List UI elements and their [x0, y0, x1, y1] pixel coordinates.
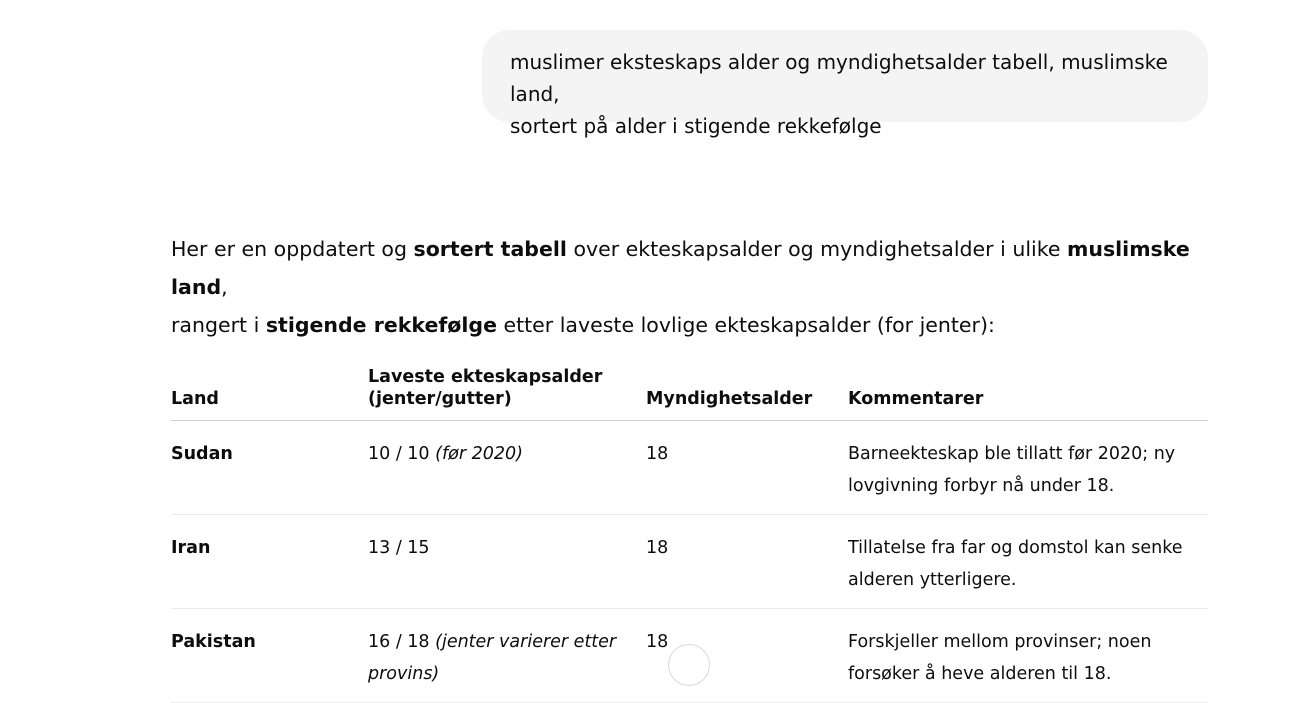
- cell-marriage-age: [368, 421, 646, 515]
- cell-majority-age: 18: [646, 609, 848, 703]
- header-marriage-age-line-1: Laveste ekteskapsalder: [368, 367, 603, 387]
- table-row: [171, 515, 1208, 609]
- cell-majority-age: 18: [646, 421, 848, 515]
- table-row: [171, 421, 1208, 515]
- intro-bold-muslim-countries: muslimske land: [171, 237, 1190, 299]
- cell-comment: Forskjeller mellom provinser; noen forsøker å heve alderen til 18.: [848, 609, 1208, 703]
- cell-land: Sudan: [171, 421, 368, 515]
- user-message-bubble: [482, 30, 1208, 138]
- cell-land: Iran: [171, 515, 368, 609]
- assistant-intro-text: [171, 230, 1208, 344]
- header-comments: Kommentarer: [848, 366, 1208, 421]
- intro-bold-sorted-table: sortert tabell: [413, 237, 567, 261]
- cell-age-note: (jenter varierer etter provins): [368, 632, 617, 684]
- table-header-row: [171, 366, 1208, 421]
- cell-majority-age: 18: [646, 515, 848, 609]
- cell-age-value: 10 / 10: [368, 444, 436, 464]
- intro-bold-ascending-order: stigende rekkefølge: [265, 313, 497, 337]
- header-marriage-age-line-2: (jenter/gutter): [368, 389, 512, 409]
- cell-age-note: (før 2020): [435, 444, 523, 464]
- user-message-line-1: muslimer eksteskaps alder og myndighetsalder tabell, muslimske land,: [510, 50, 1168, 106]
- user-message-line-2: sortert på alder i stigende rekkefølge: [510, 114, 882, 138]
- header-marriage-age: [368, 366, 646, 421]
- assistant-response: [171, 230, 1208, 703]
- cell-comment: Barneekteskap ble tillatt før 2020; ny lovgivning forbyr nå under 18.: [848, 421, 1208, 515]
- cell-land: Pakistan: [171, 609, 368, 703]
- intro-text-part: Her er en oppdatert og: [171, 237, 414, 261]
- scroll-down-button[interactable]: [668, 644, 710, 686]
- intro-text-part: rangert i: [171, 313, 266, 337]
- cell-age-value: 13 / 15: [368, 538, 430, 558]
- intro-text-part: ,: [221, 275, 228, 299]
- cell-comment: Tillatelse fra far og domstol kan senke alderen ytterligere.: [848, 515, 1208, 609]
- header-majority-age: Myndighetsalder: [646, 366, 848, 421]
- cell-marriage-age: [368, 515, 646, 609]
- cell-marriage-age: [368, 609, 646, 703]
- header-land: Land: [171, 366, 368, 421]
- intro-text-part: over ekteskapsalder og myndighetsalder i ulike: [566, 237, 1067, 261]
- intro-text-part: etter laveste lovlige ekteskapsalder (for jenter):: [496, 313, 995, 337]
- cell-age-value: 16 / 18: [368, 632, 436, 652]
